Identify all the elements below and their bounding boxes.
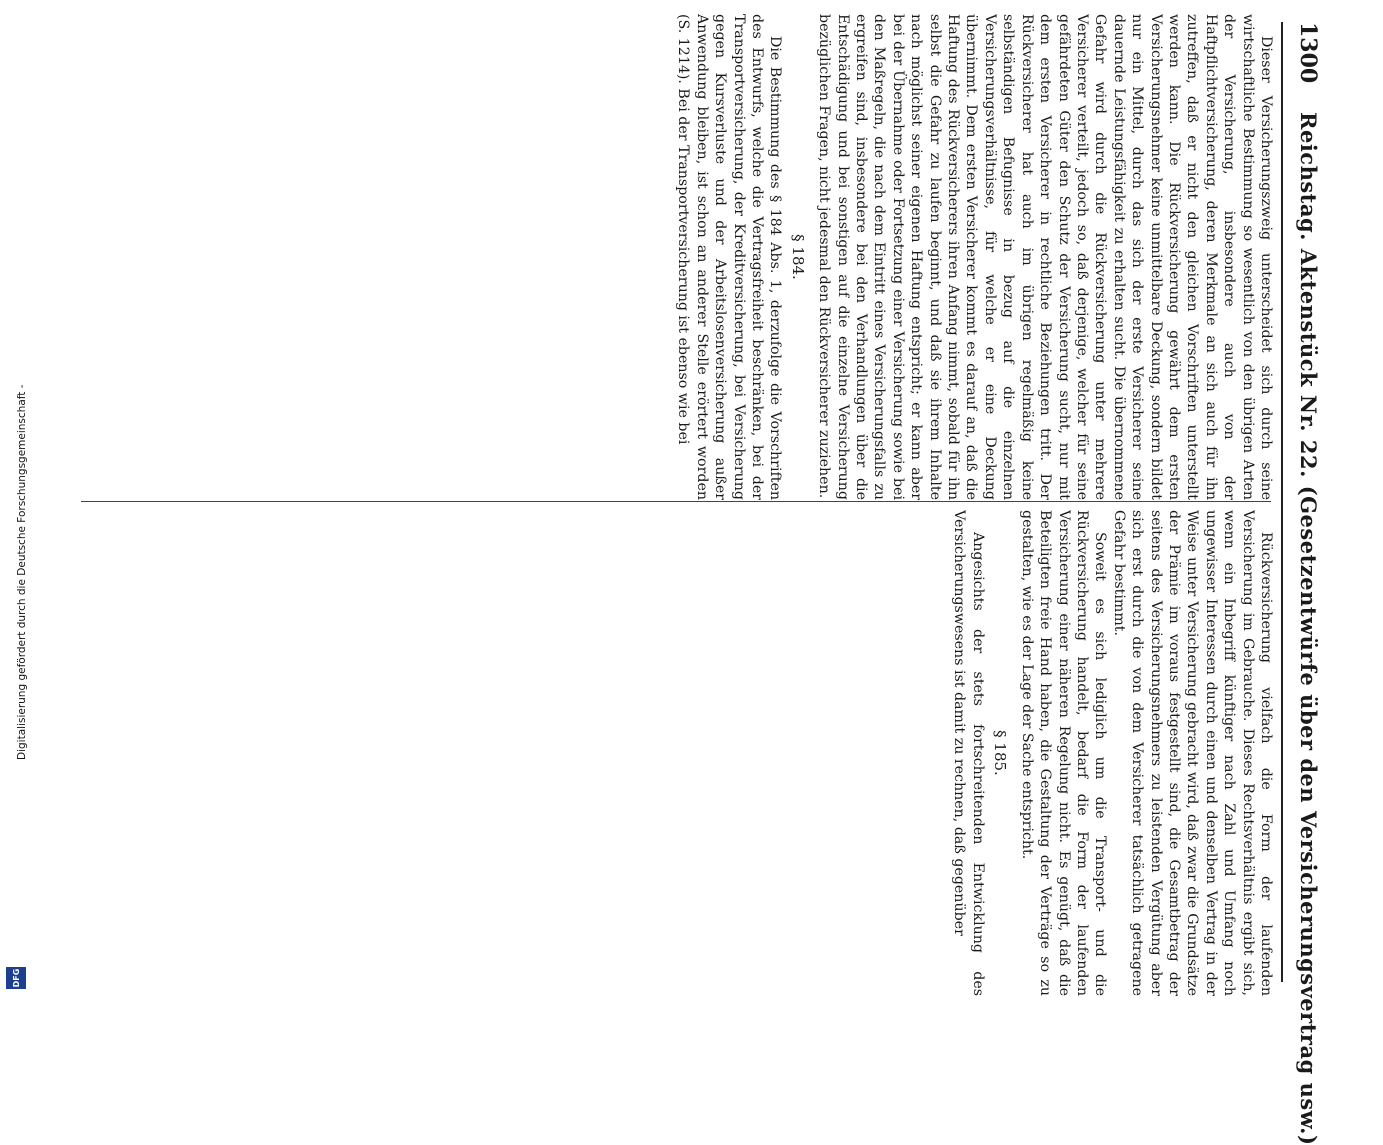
page-header — [1281, 22, 1323, 1145]
paragraph: Rückversicherung vielfach die Form der laufenden Versicherung im Gebrauche. Dieses Rechtsverhältnis ergibt sich, wenn ein Inbegriff künftiger nach Zahl und Umfang noch ungewisser Interessen durch einen und denselben Vertrag in der Weise unter Versicherung gebracht wird, daß zwar die Grundsätze der Prämie im voraus festgestellt sind, die Gesamtbetrag der seitens des Versicherungsnehmers zu leistenden Vergütung aber sich erst durch die von dem Versicherer tatsächlich getragene Gefahr bestimmt. — [1110, 510, 1274, 996]
dfg-logo: DFG — [6, 967, 26, 989]
paragraph: Die Bestimmung des § 184 Abs. 1, derzufolge die Vorschriften des Entwurfs, welche die Vertragsfreiheit beschränken, bei der Transportversicherung, der Kreditversicherung, bei Versicherung gegen Kursverluste und der Arbeitslosenversicherung außer Anwendung bleiben, ist schon an anderer Stelle erörtert worden (S. 1214). Bei der Transportversicherung ist ebenso wie bei — [675, 14, 784, 500]
column-divider — [81, 501, 1271, 502]
section-heading: § 185. — [991, 730, 1010, 776]
left-column — [75, 14, 1275, 500]
right-column — [75, 510, 1275, 996]
section-heading: § 184. — [788, 234, 807, 280]
paragraph: Soweit es sich lediglich um die Transport- und die Rückversicherung handelt, bedarf die Form der laufenden Versicherung einer näheren Regelung nicht. Es genügt, daß die Beteiligten freie Hand haben, die Gestaltung der Verträge so zu gestalten, wie es der Lage der Sache entspricht. — [1018, 510, 1109, 996]
running-title: Reichstag. Aktenstück Nr. 22. (Gesetzentwürfe über den Versicherungsvertrag usw.) — [1296, 112, 1321, 1145]
page-number: 1300 — [1295, 22, 1321, 84]
digitization-credit — [0, 0, 32, 1000]
credit-text: Digitalisierung gefördert durch die Deutsche Forschungsgemeinschaft - — [16, 384, 28, 760]
paragraph: Dieser Versicherungszweig unterscheidet sich durch seine wirtschaftliche Bestimmung so wesentlich von den übrigen Arten der Versicherung, insbesondere auch von der Haftpflichtversicherung, deren Merkmale an sich auch für ihn zutreffen, daß er nicht den gleichen Vorschriften unterstellt werden kann. Die Rückversicherung gewährt dem ersten Versicherungsnehmer keine unmittelbare Deckung, sondern bildet nur ein Mittel, durch das sich der erste Versicherer seine dauernde Leistungsfähigkeit zu erhalten sucht. Die übernommene Gefahr wird durch die Rückversicherung unter mehrere Versicherer verteilt, jedoch so, daß derjenige, welcher für seine gefährdeten Güter den Schutz der Versicherung sucht, nur mit dem ersten Versicherer in rechtliche Beziehungen tritt. Der Rückversicherer hat auch im übrigen regelmäßig keine selbständigen Befugnisse in bezug auf die einzelnen Versicherungsverhältnisse, für welche er eine Deckung übernimmt. Dem ersten Versicherer kommt es darauf an, daß die Haftung des Rückversicherers ihren Anfang nimmt, sobald für ihn selbst die Gefahr zu laufen beginnt, und daß sie ihrem Inhalte nach möglichst seiner eigenen Haftung entspricht; er kann aber bei der Übernahme oder Fortsetzung einer Versicherung sowie bei den Maßregeln, die nach dem Eintritt eines Versicherungsfalls zu ergreifen sind, insbesondere bei den Verhandlungen über die Entschädigung und bei sonstigen auf die einzelne Versicherung bezüglichen Fragen, nicht jedesmal den Rückversicherer zuziehen. — [816, 14, 1274, 500]
paragraph: Angesichts der stets fortschreitenden Entwicklung des Versicherungswesens ist damit zu rechnen, daß gegenüber — [951, 510, 986, 996]
